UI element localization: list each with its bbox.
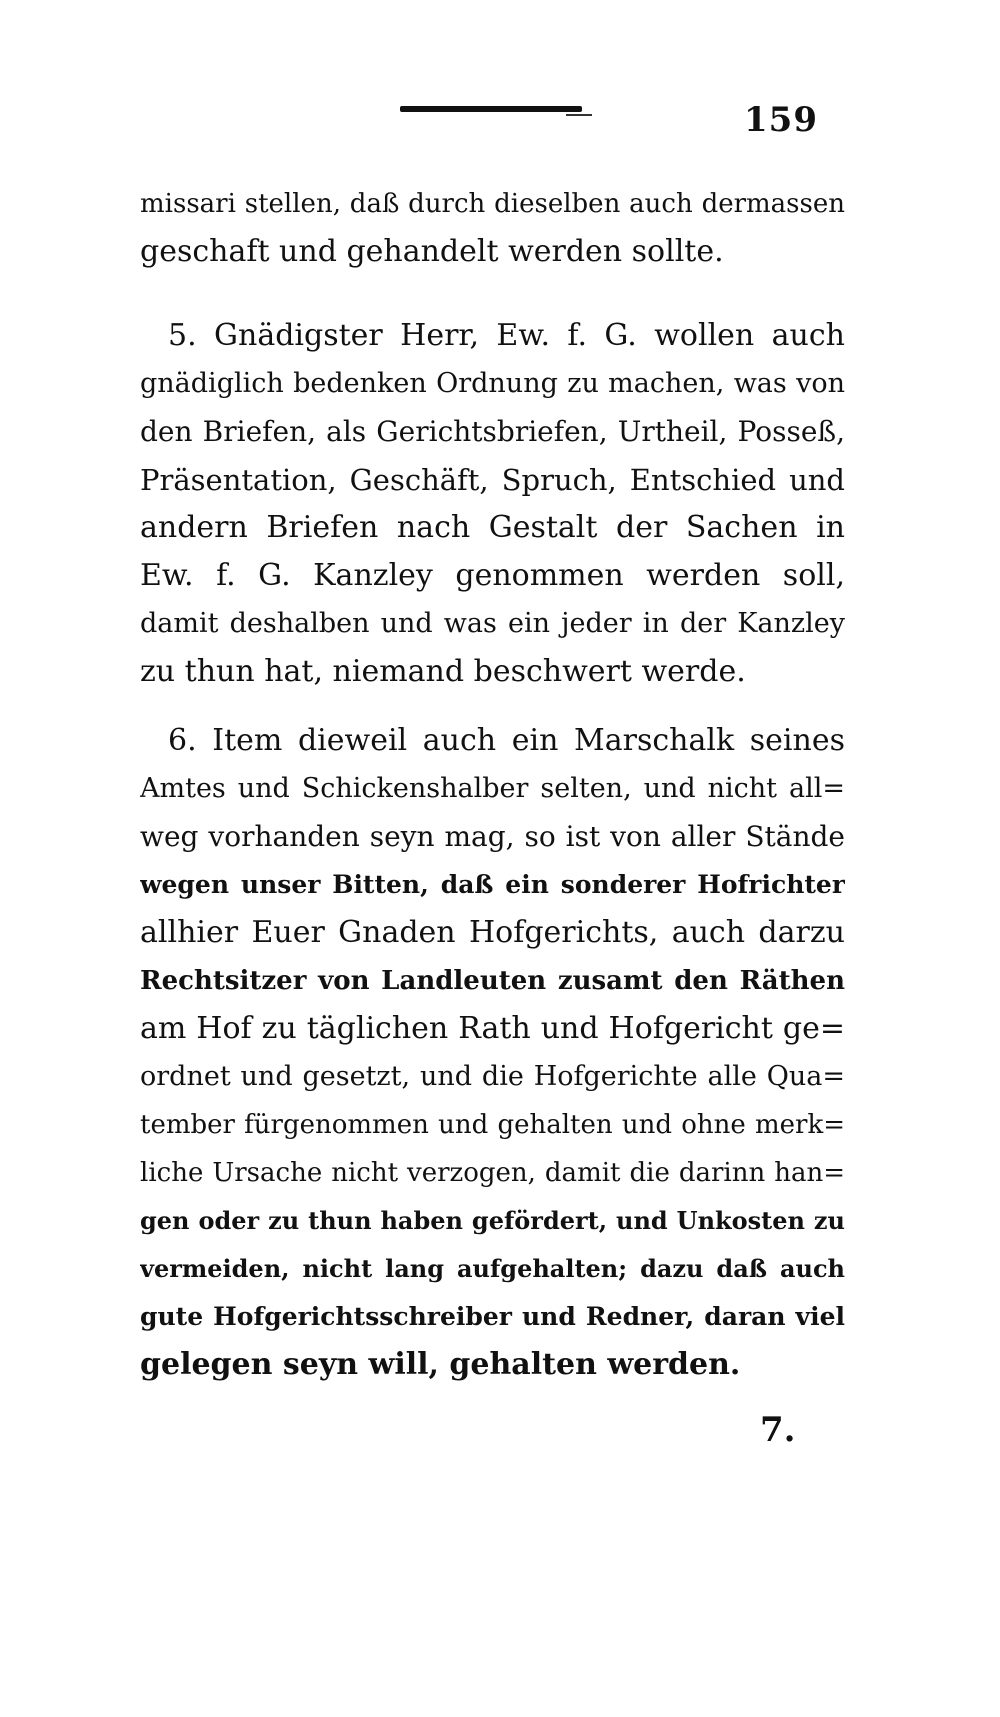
text-line: wegen unser Bitten, daß ein sonderer Hofrichter — [140, 870, 845, 899]
header-rule — [400, 106, 582, 112]
text-line: Amtes und Schickenshalber selten, und nicht all= — [140, 773, 845, 804]
text-line: am Hof zu täglichen Rath und Hofgericht ge= — [140, 1011, 845, 1046]
text-line: gelegen seyn will, gehalten werden. — [140, 1347, 741, 1382]
paragraph-6 — [140, 717, 845, 1389]
text-line: damit deshalben und was ein jeder in der Kanzley — [140, 608, 845, 639]
text-line: liche Ursache nicht verzogen, damit die darinn han= — [140, 1158, 845, 1188]
text-line: allhier Euer Gnaden Hofgerichts, auch darzu — [140, 915, 845, 950]
text-line: Präsentation, Geschäft, Spruch, Entschied und — [140, 463, 845, 497]
text-line: 5. Gnädigster Herr, Ew. f. G. wollen auch — [168, 318, 845, 353]
text-line: gnädiglich bedenken Ordnung zu machen, was von — [140, 368, 845, 399]
text-line: ordnet und gesetzt, und die Hofgerichte alle Qua= — [140, 1061, 845, 1092]
text-line: geschaft und gehandelt werden sollte. — [140, 234, 724, 269]
text-line: andern Briefen nach Gestalt der Sachen in — [140, 510, 845, 545]
text-line: vermeiden, nicht lang aufgehalten; dazu daß auch — [140, 1254, 845, 1283]
text-line: zu thun hat, niemand beschwert werde. — [140, 654, 746, 689]
paragraph-continuation — [140, 180, 845, 276]
text-line: den Briefen, als Gerichtsbriefen, Urtheil, Posseß, — [140, 415, 845, 448]
text-line: Rechtsitzer von Landleuten zusamt den Räthen — [140, 966, 845, 996]
text-line: tember fürgenommen und gehalten und ohne merk= — [140, 1110, 845, 1140]
catchword: 7. — [760, 1410, 796, 1450]
text-line: gute Hofgerichtsschreiber und Redner, daran viel — [140, 1302, 845, 1331]
text-line: missari stellen, daß durch dieselben auch dermassen — [140, 189, 845, 219]
text-line: gen oder zu thun haben gefördert, und Unkosten zu — [140, 1206, 845, 1235]
text-line: Ew. f. G. Kanzley genommen werden soll, — [140, 558, 845, 593]
page-number: 159 — [744, 100, 818, 140]
text-line: 6. Item dieweil auch ein Marschalk seines — [168, 723, 845, 758]
text-line: weg vorhanden seyn mag, so ist von aller Stände — [140, 820, 845, 853]
paragraph-5 — [140, 312, 845, 696]
